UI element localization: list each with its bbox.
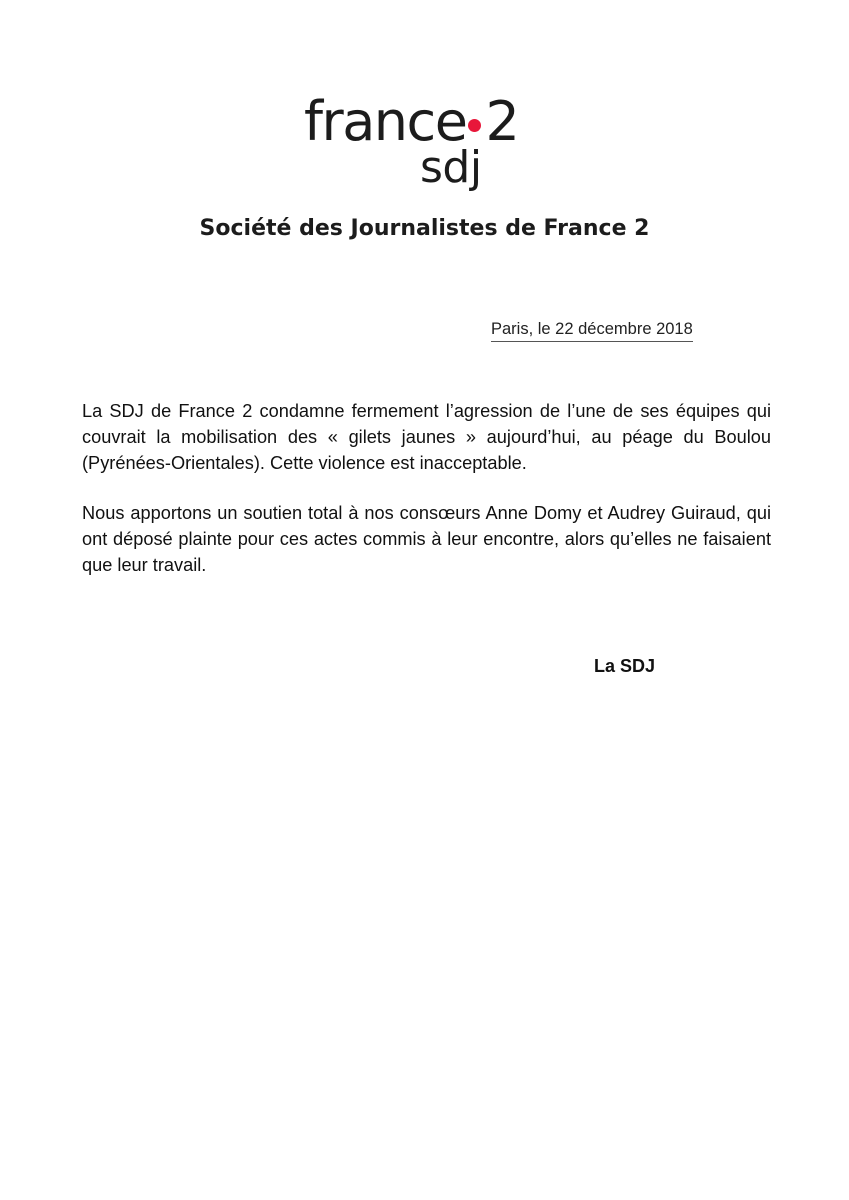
- date-line: Paris, le 22 décembre 2018: [491, 320, 693, 342]
- logo-france2: [304, 92, 518, 152]
- paragraph-1: La SDJ de France 2 condamne fermement l’agression de l’une de ses équipes qui couvrait la mobilisation des « gilets jaunes » aujourd’hui, au péage du Boulou (Pyrénées-Orientales). Cette violence est inacceptable.: [82, 401, 771, 473]
- logo-number: 2: [485, 90, 519, 153]
- paragraph-2: Nous apportons un soutien total à nos consœurs Anne Domy et Audrey Guiraud, qui ont déposé plainte pour ces actes commis à leur encontre, alors qu’elles ne faisaient que leur travail.: [82, 503, 771, 575]
- logo-dot-icon: [468, 119, 481, 132]
- france2-sdj-logo: [300, 92, 550, 202]
- logo-sdj: sdj: [420, 142, 482, 193]
- logo-word: france: [304, 90, 467, 153]
- signature: La SDJ: [594, 656, 656, 676]
- organization-title: Société des Journalistes de France 2: [199, 216, 650, 241]
